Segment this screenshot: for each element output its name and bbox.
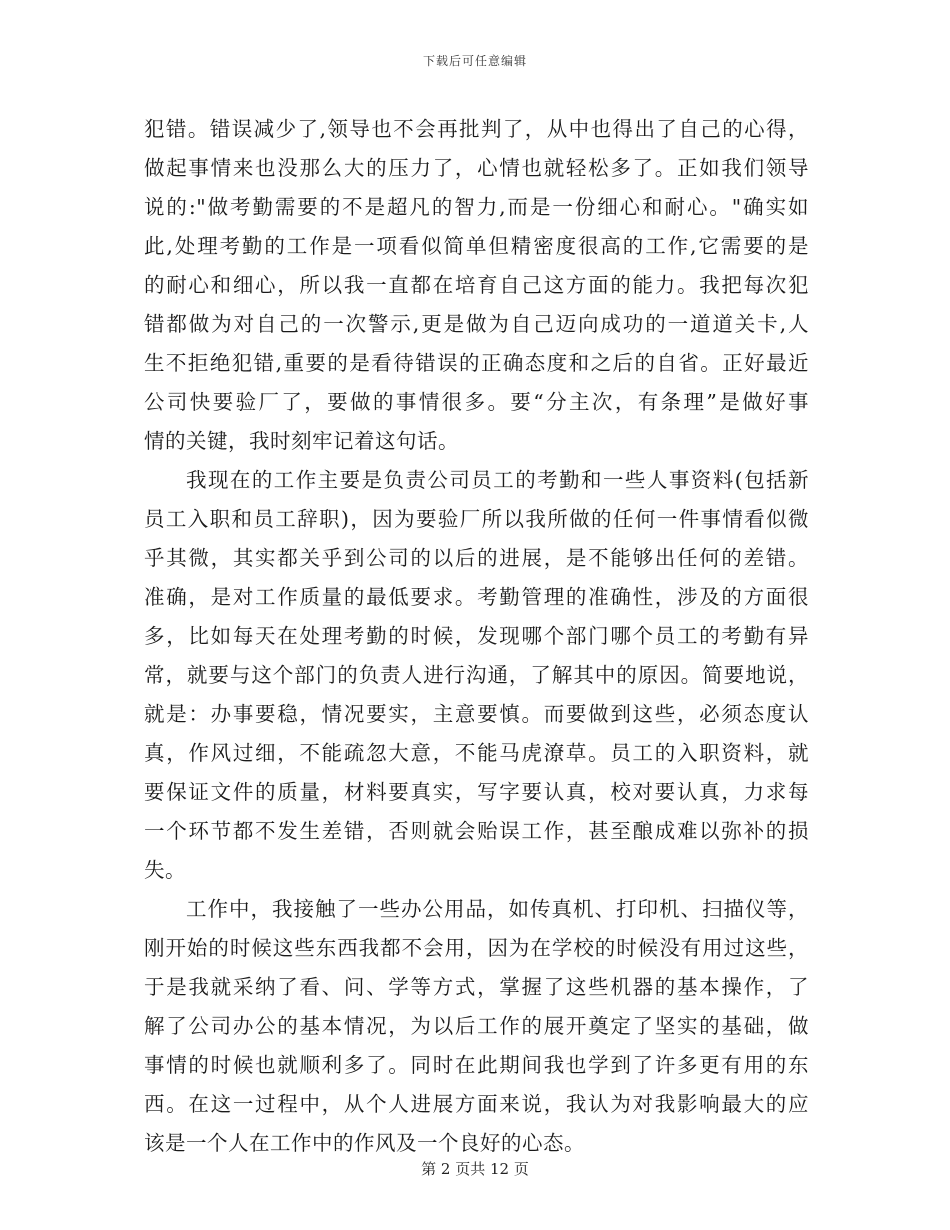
paragraph-1 xyxy=(144,110,809,461)
text-line: 常，就要与这个部门的负责人进行沟通，了解其中的原因。简要地说， xyxy=(144,663,809,687)
paragraph-2 xyxy=(144,461,809,890)
text-line: 失。 xyxy=(144,858,186,882)
text-line: 此,处理考勤的工作是一项看似简单但精密度很高的工作,它需要的是 xyxy=(144,234,809,258)
body-text xyxy=(144,110,809,1163)
text-line: 解了公司办公的基本情况，为以后工作的展开奠定了坚实的基础，做 xyxy=(144,1014,809,1038)
text-line: 多，比如每天在处理考勤的时候，发现哪个部门哪个员工的考勤有异 xyxy=(144,624,809,648)
text-line: 做起事情来也没那么大的压力了，心情也就轻松多了。正如我们领导 xyxy=(144,156,809,180)
text-line: 准确，是对工作质量的最低要求。考勤管理的准确性，涉及的方面很 xyxy=(144,585,809,609)
text-line: 公司快要验厂了，要做的事情很多。要“分主次，有条理”是做好事 xyxy=(144,390,809,414)
text-line: 刚开始的时候这些东西我都不会用，因为在学校的时候没有用过这些， xyxy=(144,936,809,960)
text-line: 犯错。错误减少了,领导也不会再批判了，从中也得出了自己的心得， xyxy=(144,117,809,141)
text-line: 就是：办事要稳，情况要实，主意要慎。而要做到这些，必须态度认 xyxy=(144,702,809,726)
text-line: 情的关键，我时刻牢记着这句话。 xyxy=(144,429,459,453)
text-line: 我现在的工作主要是负责公司员工的考勤和一些人事资料(包括新 xyxy=(186,468,809,492)
page-header-note: 下载后可任意编辑 xyxy=(422,54,527,68)
text-line: 一个环节都不发生差错，否则就会贻误工作，甚至酿成难以弥补的损 xyxy=(144,819,809,843)
text-line: 该是一个人在工作中的作风及一个良好的心态。 xyxy=(144,1131,585,1155)
text-line: 错都做为对自己的一次警示,更是做为自己迈向成功的一道道关卡,人 xyxy=(144,312,809,336)
text-line: 真，作风过细，不能疏忽大意，不能马虎潦草。员工的入职资料，就 xyxy=(144,741,809,765)
text-line: 于是我就采纳了看、问、学等方式，掌握了这些机器的基本操作，了 xyxy=(144,975,809,999)
text-line: 工作中，我接触了一些办公用品，如传真机、打印机、扫描仪等， xyxy=(186,897,809,921)
text-line: 生不拒绝犯错,重要的是看待错误的正确态度和之后的自省。正好最近 xyxy=(144,351,809,375)
paragraph-3 xyxy=(144,890,809,1163)
text-line: 的耐心和细心，所以我一直都在培育自己这方面的能力。我把每次犯 xyxy=(144,273,809,297)
text-line: 西。在这一过程中，从个人进展方面来说，我认为对我影响最大的应 xyxy=(144,1092,809,1116)
text-line: 员工入职和员工辞职)，因为要验厂所以我所做的任何一件事情看似微 xyxy=(144,507,809,531)
text-line: 事情的时候也就顺利多了。同时在此期间我也学到了许多更有用的东 xyxy=(144,1053,809,1077)
text-line: 乎其微，其实都关乎到公司的以后的进展，是不能够出任何的差错。 xyxy=(144,546,809,570)
text-line: 要保证文件的质量，材料要真实，写字要认真，校对要认真，力求每 xyxy=(144,780,809,804)
page-number: 第 2 页共 12 页 xyxy=(421,1160,529,1178)
text-line: 说的:"做考勤需要的不是超凡的智力,而是一份细心和耐心。"确实如 xyxy=(144,195,809,219)
